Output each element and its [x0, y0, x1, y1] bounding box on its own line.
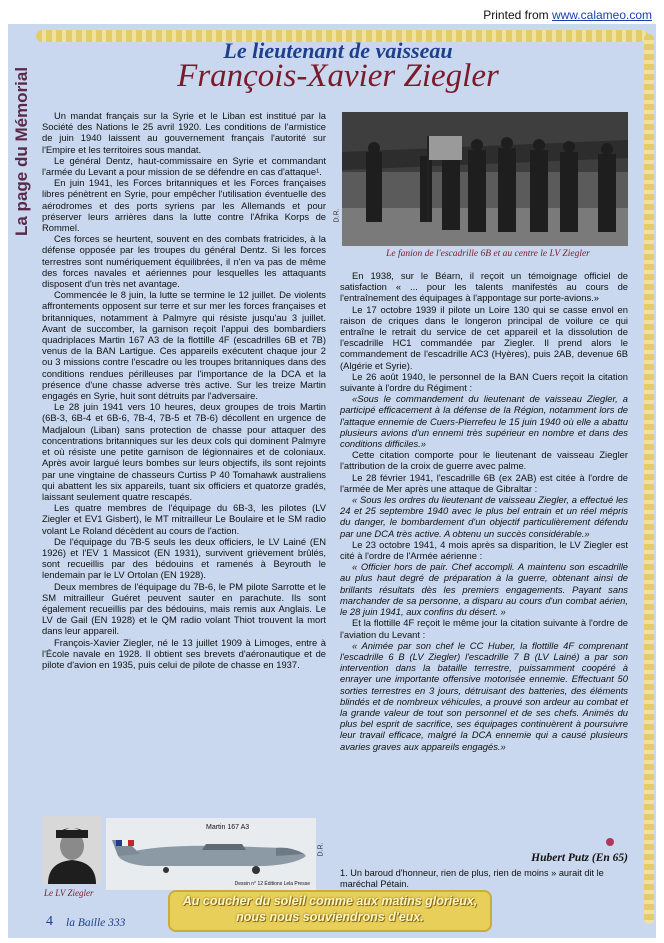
left-text-column [42, 110, 326, 670]
portrait-caption: Le LV Ziegler [44, 888, 94, 898]
right-text-column [340, 270, 628, 752]
article-title-line2: François-Xavier Ziegler [177, 58, 499, 94]
memorial-banner [168, 890, 492, 932]
right-paragraph: Le 26 août 1940, le personnel de la BAN Cuers reçoit la citation suivante à l'ordre du Régiment : [340, 370, 628, 394]
right-decorative-band [644, 34, 654, 924]
author-name: Hubert Putz [531, 852, 590, 864]
ziegler-portrait [42, 816, 102, 884]
page-number: 4 [46, 914, 53, 929]
aircraft-label: Martin 167 A3 [206, 824, 250, 831]
left-paragraph: Le 28 juin 1941 vers 10 heures, deux groupes de trois Martin (6B-3, 6B-4 et 6B-6, 7B-4, 7B-5 et 7B-6) décollent en urgence de Madjaloun (Liban) sans protection de chasse pour attaquer des concentrations britanniques sur les deux cols qui dominent Palmyre et où résiste une petite garnison de légionnaires et de coloniaux. Après avoir largué leurs bombes sur leurs objectifs, ils sont rejoints par une vingtaine de chasseurs Curtiss P 40 Tomahawk australiens qui abattent les six appareils, tuant six officiers et quatorze gradés, laissant seulement quatre rescapés. [42, 401, 326, 502]
calameo-link[interactable]: www.calameo.com [551, 8, 652, 22]
left-paragraph: De l'équipage du 7B-5 seuls les deux officiers, le LV Lainé (EN 1926) et l'EV 1 Massicot (EN 1931), survivent grièvement brûlés, sont recueillis par des bédouins et ramenés à Beyrouth le lendemain par le LV Ortolan (EN 1928). [42, 535, 326, 581]
aircraft-drawing-credit: Dessin n° 12 Éditions Lela Presse [234, 881, 310, 887]
magazine-page [8, 24, 656, 938]
left-paragraph: Ces forces se heurtent, souvent en des combats fratricides, à la défense opposée par les troupes du général Dentz. Si les forces terrestres sont numériquement équilibrées, il n'en va pas de même des forces navales et aériennes pour lesquelles les attaquants disposent d'un très net avantage. [42, 233, 326, 290]
banner-line2: nous nous souviendrons d'eux. [236, 910, 424, 924]
footnote: 1. Un baroud d'honneur, rien de plus, rien de moins » aurait dit le maréchal Pétain. [340, 868, 604, 889]
article-title-line1: Le lieutenant de vaisseau [223, 38, 453, 63]
left-paragraph: François-Xavier Ziegler, né le 13 juillet 1909 à Limoges, entre à l'École navale en 1928. Il obtient ses brevets d'aéronautique et de pilote d'avion en 1935, puis celui de pilote de chasse en 1937. [42, 636, 326, 670]
right-paragraph: Le 17 octobre 1939 il pilote un Loire 130 qui se casse envol en raison de criques dans le longeron principal de voilure ce qui entraîne le retrait du service de cet appareil et la dissolution de l'escadrille HC1 commandée par Ziegler. Il prend alors le commandement de l'escadrille AC3 (Hyères), puis 2AB, devenue 6B (Algérie et Syrie). [340, 303, 628, 371]
drawing-dr-credit: D.R. [317, 842, 325, 857]
left-paragraph: Commencée le 8 juin, la lutte se termine le 12 juillet. De violents affrontements opposent sur terre et sur mer les forces françaises et britanniques, notamment à Palmyre qui résiste jusqu'au 3 juillet. Avant de succomber, la garnison reçoit l'appui des bombardiers quadriplaces Martin 167 A3 de la flottille 4F (escadrilles 6B et 7B) venus de la BAN Lartigue. Ces appareils exécutent chaque jour 2 ou 3 missions contre l'escadre ou les troupes britanniques dans des conditions rendues périlleuses par l'importance de la DCA et la présence d'une chasse adverse très active. Sur les treize Martin engagés en Syrie, huit sont détruits par l'adversaire. [42, 289, 326, 402]
right-paragraph: En 1938, sur le Béarn, il reçoit un témoignage officiel de satisfaction « ... pour les talents manifestés au cours de l'entraînement des équipages à l'appontage sur porte-avions.» [340, 270, 628, 304]
printed-prefix: Printed from [483, 8, 552, 22]
photo-caption: Le fanion de l'escadrille 6B et au centre le LV Ziegler [386, 249, 590, 259]
right-paragraph: Et la flottille 4F reçoit le même jour la citation suivante à l'ordre de l'aviation du Levant : [340, 617, 628, 640]
left-paragraph: Les quatre membres de l'équipage du 6B-3, les pilotes (LV Ziegler et EV1 Gisbert), le MT mitrailleur Le Boulaire et le SM radio volant Le Roland décèdent au cours de l'action. [42, 502, 326, 536]
squadron-photo [342, 112, 628, 246]
banner-line1: Au coucher du soleil comme aux matins glorieux, [182, 894, 478, 908]
left-paragraph: Un mandat français sur la Syrie et le Liban est institué par la Société des Nations le 25 avril 1920. Les conditions de l'armistice de juin 1940 laissent au gouvernement français l'autorité sur l'Empire et les territoires sous mandat. [42, 110, 326, 155]
citation-paragraph: «Sous le commandement du lieutenant de vaisseau Ziegler, a participé efficacement à la défense de la Région, notamment lors de l'attaque ennemie de Cuers-Pierrefeu le 15 juin 1940 où elle a abattu plusieurs avions d'un ennemi très supérieur en nombre et dans des conditions difficiles.» [340, 393, 628, 450]
printed-from-notice [479, 6, 656, 24]
citation-paragraph: « Animée par son chef le CC Huber, la flottille 4F comprenant l'escadrille 6 B (LV Ziegler) l'escadrille 7 B (LV Lainé) a par son intervention dans la bataille terrestre, puissamment coopéré à enrayer une importante offensive motorisée ennemie. Effectuant 50 sorties terrestres en 3 jours, détruisant des batteries, des éléments blindés et de nombreux véhicules, a prouvé son ardeur au combat et la grande valeur de tout son personnel et de ses chefs. Animés du plus bel esprit de sacrifice, ses équipages continuèrent à poursuivre leur travail efficace, malgré la DCA ennemie qui a causé plusieurs avaries graves aux appareils engagés.» [340, 639, 628, 752]
aircraft-drawing [106, 818, 316, 890]
left-paragraph: En juin 1941, les Forces britanniques et les Forces françaises libres pénètrent en Syrie, pour empêcher l'utilisation éventuelle des aérodromes et des ports syriens par les Allemands et pour préserver leurs arrières dans la lutte contre l'Afrika Korps de Rommel. [42, 177, 326, 234]
right-paragraph: Cette citation comporte pour le lieutenant de vaisseau Ziegler l'attribution de la croix de guerre avec palme. [340, 449, 628, 472]
left-paragraph: Le général Dentz, haut-commissaire en Syrie et commandant l'armée du Levant a pour mission de se défendre en cas d'attaque¹. [42, 154, 326, 178]
citation-paragraph: « Officier hors de pair. Chef accompli. A maintenu son escadrille au plus haut degré de préparation à la guerre, obtenant ainsi de brillants résultats dès les premiers engagements. Payant sans marchander de sa personne, a disparu au cours d'un combat aérien, le 28 juin 1941, aux confins du désert. » [340, 561, 628, 618]
right-paragraph: Le 28 février 1941, l'escadrille 6B (ex 2AB) est citée à l'ordre de l'armée de Mer après une attaque de Gibraltar : [340, 471, 628, 494]
citation-paragraph: « Sous les ordres du lieutenant de vaisseau Ziegler, a effectué les 24 et 25 septembre 1940 avec le plus bel entrain et un réel mépris du danger, le bombardement d'un objectif particulièrement défendu par une DCA très active. A obtenu un succès considérable.» [340, 494, 628, 539]
right-paragraph: Le 23 octobre 1941, 4 mois après sa disparition, le LV Ziegler est cité à l'ordre de l'Armée aérienne : [340, 538, 628, 562]
side-section-title [12, 40, 32, 240]
photo-credit: D.R. [333, 208, 341, 223]
publication-name: la Baille 333 [66, 917, 126, 929]
side-title-text: La page du Mémorial [12, 66, 31, 236]
author-promo: (En 65) [591, 852, 628, 864]
left-paragraph: Deux membres de l'équipage du 7B-6, le PM pilote Sarrotte et le SM mitrailleur Guéret peuvent sauter en parachute. Ils sont également recueillis par des bédouins, mais remis aux Anglais. Le LV de Gail (EN 1928) et le QM radio volant Thiot trouvent la mort dans leur appareil. [42, 580, 326, 637]
end-ornament-icon [606, 838, 614, 846]
author-signature [488, 852, 628, 864]
